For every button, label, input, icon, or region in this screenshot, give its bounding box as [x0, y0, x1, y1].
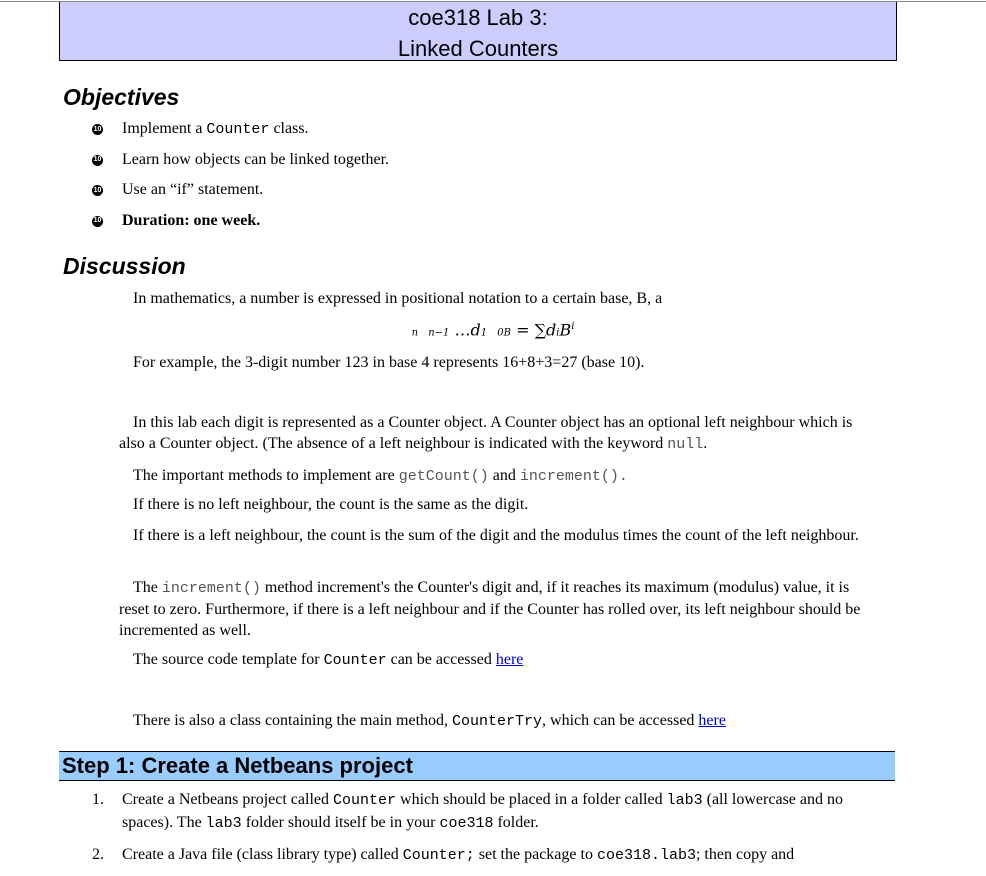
discussion-paragraph-3: In this lab each digit is represented as a Counter object. A Counter object has an optional left neighbour which is also a Counter object. (The absence of a left neighbour is indicated with the keyword null. — [119, 414, 853, 453]
objective-text: Use an “if” statement. — [122, 181, 264, 198]
step-text: Create a Java file (class library type) called Counter; set the package to coe318.lab3; then copy and — [122, 846, 795, 864]
step-number: 2. — [92, 846, 104, 863]
code-countertry: CounterTry — [452, 713, 543, 730]
discussion-paragraph-7: The increment() method increment's the Counter's digit and, if it reaches its maximum (modulus) value, it is reset to zero. Furthermore, if there is a left neighbour and if the Counter has rolled over, its left neighbour should be incremented as well. — [119, 579, 861, 639]
code-package: coe318.lab3 — [596, 847, 696, 864]
counter-template-link[interactable]: here — [495, 651, 524, 668]
step-1-list — [92, 789, 882, 876]
positional-notation-formula: n n−1 …d1 0B = ∑diB$^i$ — [411, 320, 575, 340]
code-null: null — [667, 436, 704, 453]
discussion-paragraph-2: For example, the 3-digit number 123 in base 4 represents 16+8+3=27 (base 10). — [133, 354, 645, 371]
code-increment-method: increment() — [161, 580, 261, 597]
numbered-bullet-icon: 10 — [92, 124, 103, 135]
code-increment: increment(). — [519, 468, 628, 485]
code-counter-template: Counter — [323, 652, 387, 669]
objective-text: Learn how objects can be linked together. — [122, 150, 390, 168]
step-text: Create a Netbeans project called Counter which should be placed in a folder called lab3 (all lowercase and no spaces). The lab3 folder should itself be in your coe318 folder. — [122, 791, 843, 832]
objective-duration: Duration: one week. — [122, 211, 261, 229]
code-getcount: getCount() — [398, 468, 489, 485]
title-line-1: coe318 Lab 3: — [408, 5, 548, 30]
code-counter-project: Counter — [333, 792, 397, 809]
objective-text: Implement a Counter class. — [122, 120, 309, 138]
step-number: 1. — [92, 791, 104, 808]
code-lab3: lab3 — [666, 792, 703, 809]
discussion-paragraph-8: The source code template for Counter can be accessed here — [133, 651, 524, 669]
step-item — [92, 844, 882, 867]
discussion-paragraph-6: If there is a left neighbour, the count is the sum of the digit and the modulus times the count of the left neighbour. — [133, 527, 859, 544]
code-counter-file: Counter; — [402, 847, 475, 864]
discussion-paragraph-4: The important methods to implement are getCount() and increment(). — [133, 467, 628, 485]
numbered-bullet-icon: 10 — [92, 155, 103, 166]
step-1-heading: Step 1: Create a Netbeans project — [62, 753, 413, 778]
objectives-heading: Objectives — [63, 84, 180, 110]
code-counter: Counter — [206, 121, 270, 138]
discussion-heading: Discussion — [63, 253, 186, 279]
title-box — [59, 2, 897, 61]
title-line-2: Linked Counters — [397, 36, 559, 61]
objective-item — [92, 179, 389, 210]
discussion-paragraph-9: There is also a class containing the main method, CounterTry, which can be accessed here — [133, 712, 726, 730]
objectives-list — [92, 118, 389, 240]
objective-item — [92, 210, 389, 241]
step-item — [92, 789, 882, 835]
numbered-bullet-icon: 10 — [92, 185, 103, 196]
discussion-paragraph-1: In mathematics, a number is expressed in positional notation to a certain base, B, a — [133, 290, 663, 307]
objective-item — [92, 149, 389, 180]
step-1-bar — [59, 751, 895, 781]
objective-item — [92, 118, 389, 149]
numbered-bullet-icon: 10 — [92, 216, 103, 227]
code-lab3-folder: lab3 — [205, 815, 242, 832]
discussion-paragraph-5: If there is no left neighbour, the count is the same as the digit. — [133, 496, 529, 513]
countertry-link[interactable]: here — [698, 712, 726, 729]
code-coe318: coe318 — [439, 815, 494, 832]
